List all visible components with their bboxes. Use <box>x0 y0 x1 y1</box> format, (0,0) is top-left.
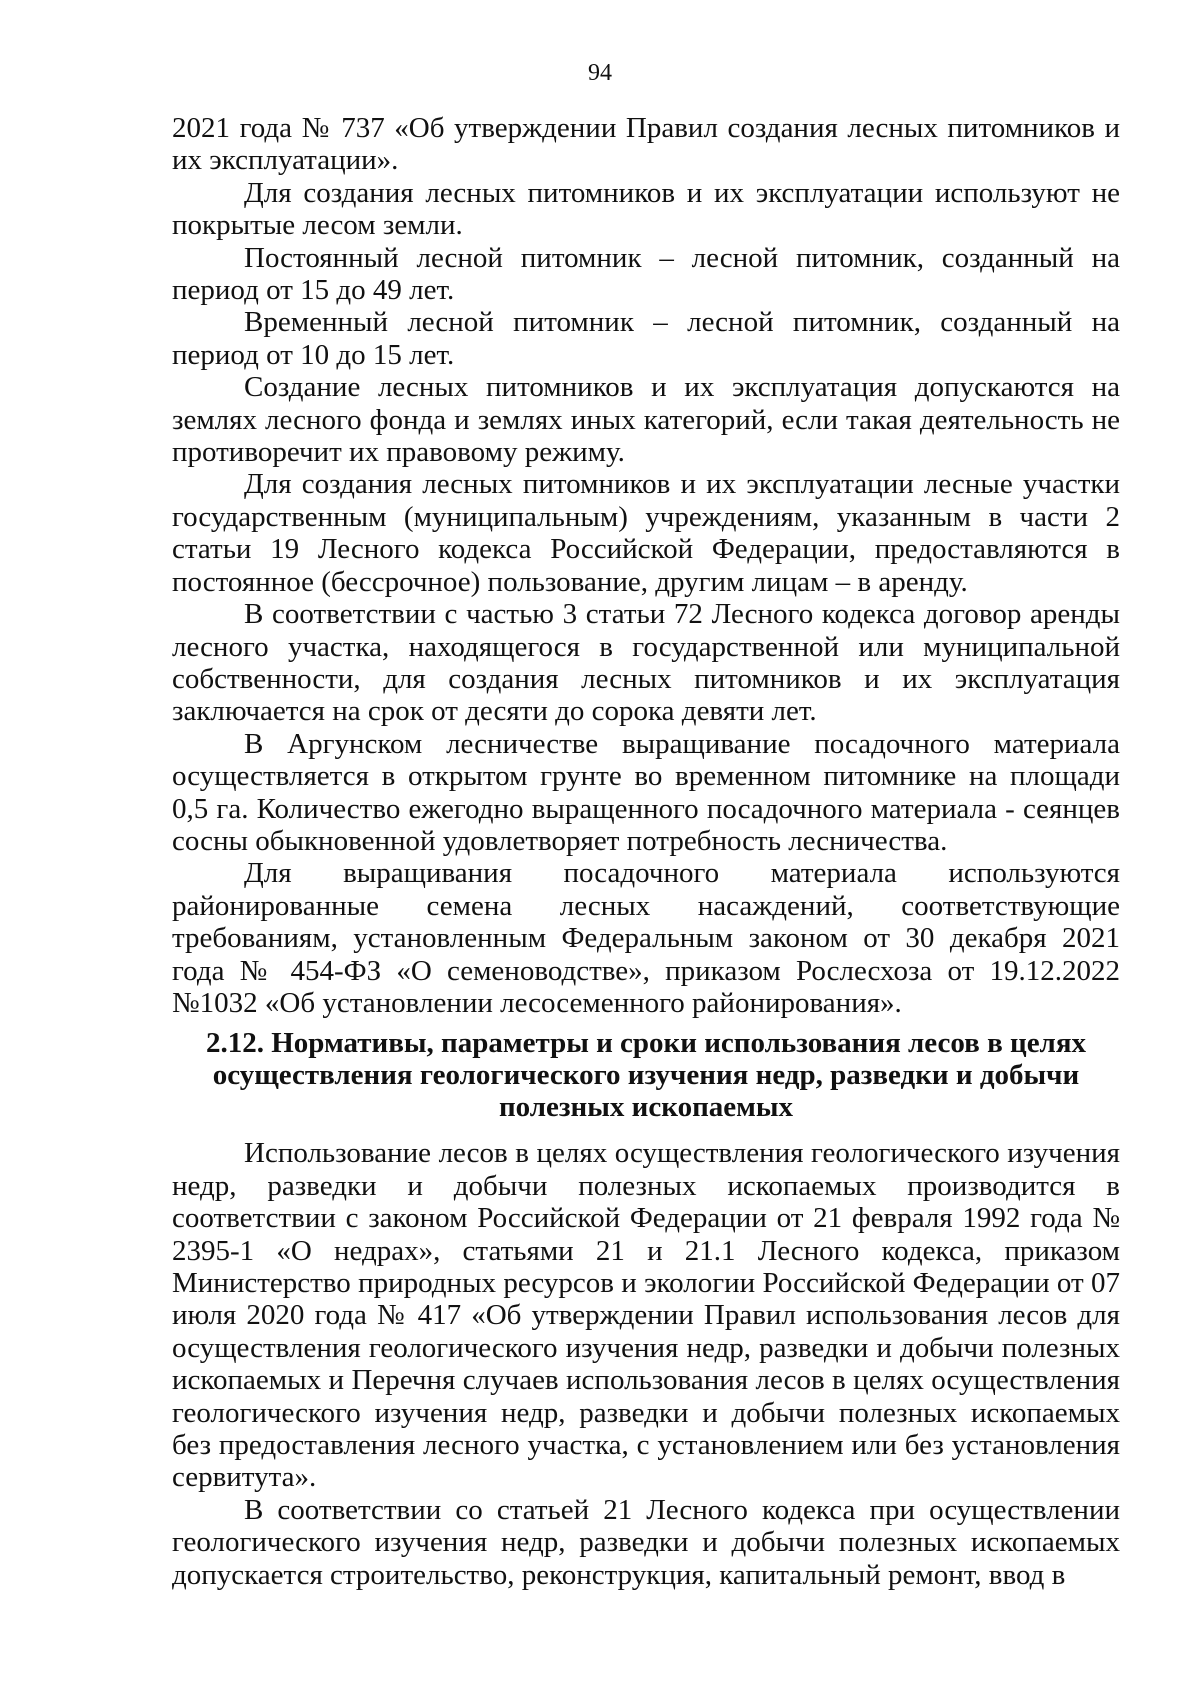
page-content <box>172 112 1120 1591</box>
paragraph: Временный лесной питомник – лесной питомник, созданный на период от 10 до 15 лет. <box>172 306 1120 371</box>
paragraph-continuation: 2021 года № 737 «Об утверждении Правил создания лесных питомников и их эксплуатации». <box>172 112 1120 177</box>
paragraph: Создание лесных питомников и их эксплуатация допускаются на землях лесного фонда и землях иных категорий, если такая деятельность не противоречит их правовому режиму. <box>172 371 1120 469</box>
paragraph: Для выращивания посадочного материала используются районированные семена лесных насаждений, соответствующие требованиям, установленным Федеральным законом от 30 декабря 2021 года № 454-ФЗ «О семеноводстве», приказом Рослесхоза от 19.12.2022 №1032 «Об установлении лесосеменного районирования». <box>172 857 1120 1019</box>
paragraph: В соответствии с частью 3 статьи 72 Лесного кодекса договор аренды лесного участка, находящегося в государственной или муниципальной собственности, для создания лесных питомников и их эксплуатация заключается на срок от десяти до сорока девяти лет. <box>172 598 1120 728</box>
paragraph: Для создания лесных питомников и их эксплуатации лесные участки государственным (муниципальным) учреждениям, указанным в части 2 статьи 19 Лесного кодекса Российской Федерации, предоставляются в постоянное (бессрочное) пользование, другим лицам – в аренду. <box>172 468 1120 598</box>
page-number: 94 <box>588 60 612 86</box>
section-heading: 2.12. Нормативы, параметры и сроки использования лесов в целях осуществления геологического изучения недр, разведки и добычи полезных ископаемых <box>205 1027 1087 1124</box>
paragraph: Использование лесов в целях осуществления геологического изучения недр, разведки и добычи полезных ископаемых производится в соответствии с законом Российской Федерации от 21 февраля 1992 года № 2395-1 «О недрах», статьями 21 и 21.1 Лесного кодекса, приказом Министерство природных ресурсов и экологии Российской Федерации от 07 июля 2020 года № 417 «Об утверждении Правил использования лесов для осуществления геологического изучения недр, разведки и добычи полезных ископаемых и Перечня случаев использования лесов в целях осуществления геологического изучения недр, разведки и добычи полезных ископаемых без предоставления лесного участка, с установлением или без установления сервитута». <box>172 1137 1120 1494</box>
paragraph: В Аргунском лесничестве выращивание посадочного материала осуществляется в открытом грунте во временном питомнике на площади 0,5 га. Количество ежегодно выращенного посадочного материала - сеянцев сосны обыкновенной удовлетворяет потребность лесничества. <box>172 727 1120 857</box>
paragraph: В соответствии со статьей 21 Лесного кодекса при осуществлении геологического изучения недр, разведки и добычи полезных ископаемых допускается строительство, реконструкция, капитальный ремонт, ввод в <box>172 1493 1120 1591</box>
paragraph: Постоянный лесной питомник – лесной питомник, созданный на период от 15 до 49 лет. <box>172 241 1120 307</box>
paragraph: Для создания лесных питомников и их эксплуатации используют не покрытые лесом земли. <box>172 176 1120 242</box>
